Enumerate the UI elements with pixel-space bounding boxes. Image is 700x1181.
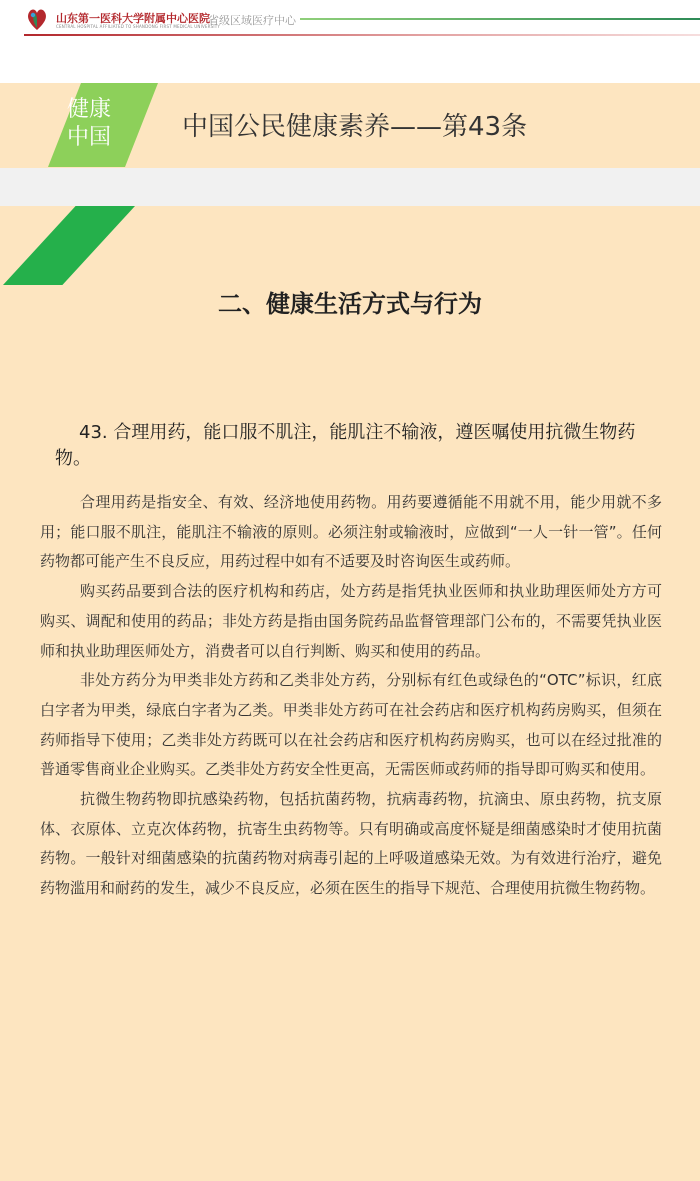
page-title: 中国公民健康素养——第43条 — [182, 112, 528, 142]
healthy-china-badge-text — [63, 96, 115, 152]
hospital-name: 山东第一医科大学附属中心医院 — [56, 12, 210, 25]
decorative-green-stripe — [3, 206, 135, 285]
hospital-logo-icon — [24, 6, 50, 32]
paragraph: 合理用药是指安全、有效、经济地使用药物。用药要遵循能不用就不用，能少用就不多用；能口服不肌注，能肌注不输液的原则。必须注射或输液时，应做到“一人一针一管”。任何药物都可能产生不良反应，用药过程中如有不适要及时咨询医生或药师。 — [40, 493, 662, 571]
hospital-name-english: CENTRAL HOSPITAL AFFILIATED TO SHANDONG FIRST MEDICAL UNIVERSITY — [56, 24, 220, 29]
badge-line-1: 健康 — [66, 97, 111, 122]
paragraph: 抗微生物药物即抗感染药物，包括抗菌药物，抗病毒药物，抗滴虫、原虫药物，抗支原体、衣原体、立克次体药物，抗寄生虫药物等。只有明确或高度怀疑是细菌感染时才使用抗菌药物。一般针对细菌感染的抗菌药物对病毒引起的上呼吸道感染无效。为有效进行治疗，避免药物滥用和耐药的发生，减少不良反应，必须在医生的指导下规范、合理使用抗微生物药物。 — [40, 790, 662, 898]
header-divider-red — [24, 34, 700, 36]
section-title: 二、健康生活方式与行为 — [218, 290, 482, 318]
paragraph: 非处方药分为甲类非处方药和乙类非处方药，分别标有红色或绿色的“OTC”标识，红底白字者为甲类，绿底白字者为乙类。甲类非处方药可在社会药店和医疗机构药房购买，但须在药师指导下使用；乙类非处方药既可以在社会药店和医疗机构药房购买，也可以在经过批准的普通零售商业企业购买。乙类非处方药安全性更高，无需医师或药师的指导即可购买和使用。 — [40, 671, 662, 779]
grey-divider-band — [0, 168, 700, 206]
header-divider-green — [300, 18, 700, 20]
badge-line-2: 中国 — [66, 125, 111, 150]
article-body — [40, 488, 662, 904]
regional-center-label: 省级区域医疗中心 — [208, 14, 296, 27]
header-bar — [0, 0, 700, 83]
item-heading: 43. 合理用药，能口服不肌注，能肌注不输液，遵医嘱使用抗微生物药物。 — [55, 422, 636, 469]
paragraph: 购买药品要到合法的医疗机构和药店，处方药是指凭执业医师和执业助理医师处方方可购买、调配和使用的药品；非处方药是指由国务院药品监督管理部门公布的，不需要凭执业医师和执业助理医师处方，消费者可以自行判断、购买和使用的药品。 — [40, 582, 662, 660]
